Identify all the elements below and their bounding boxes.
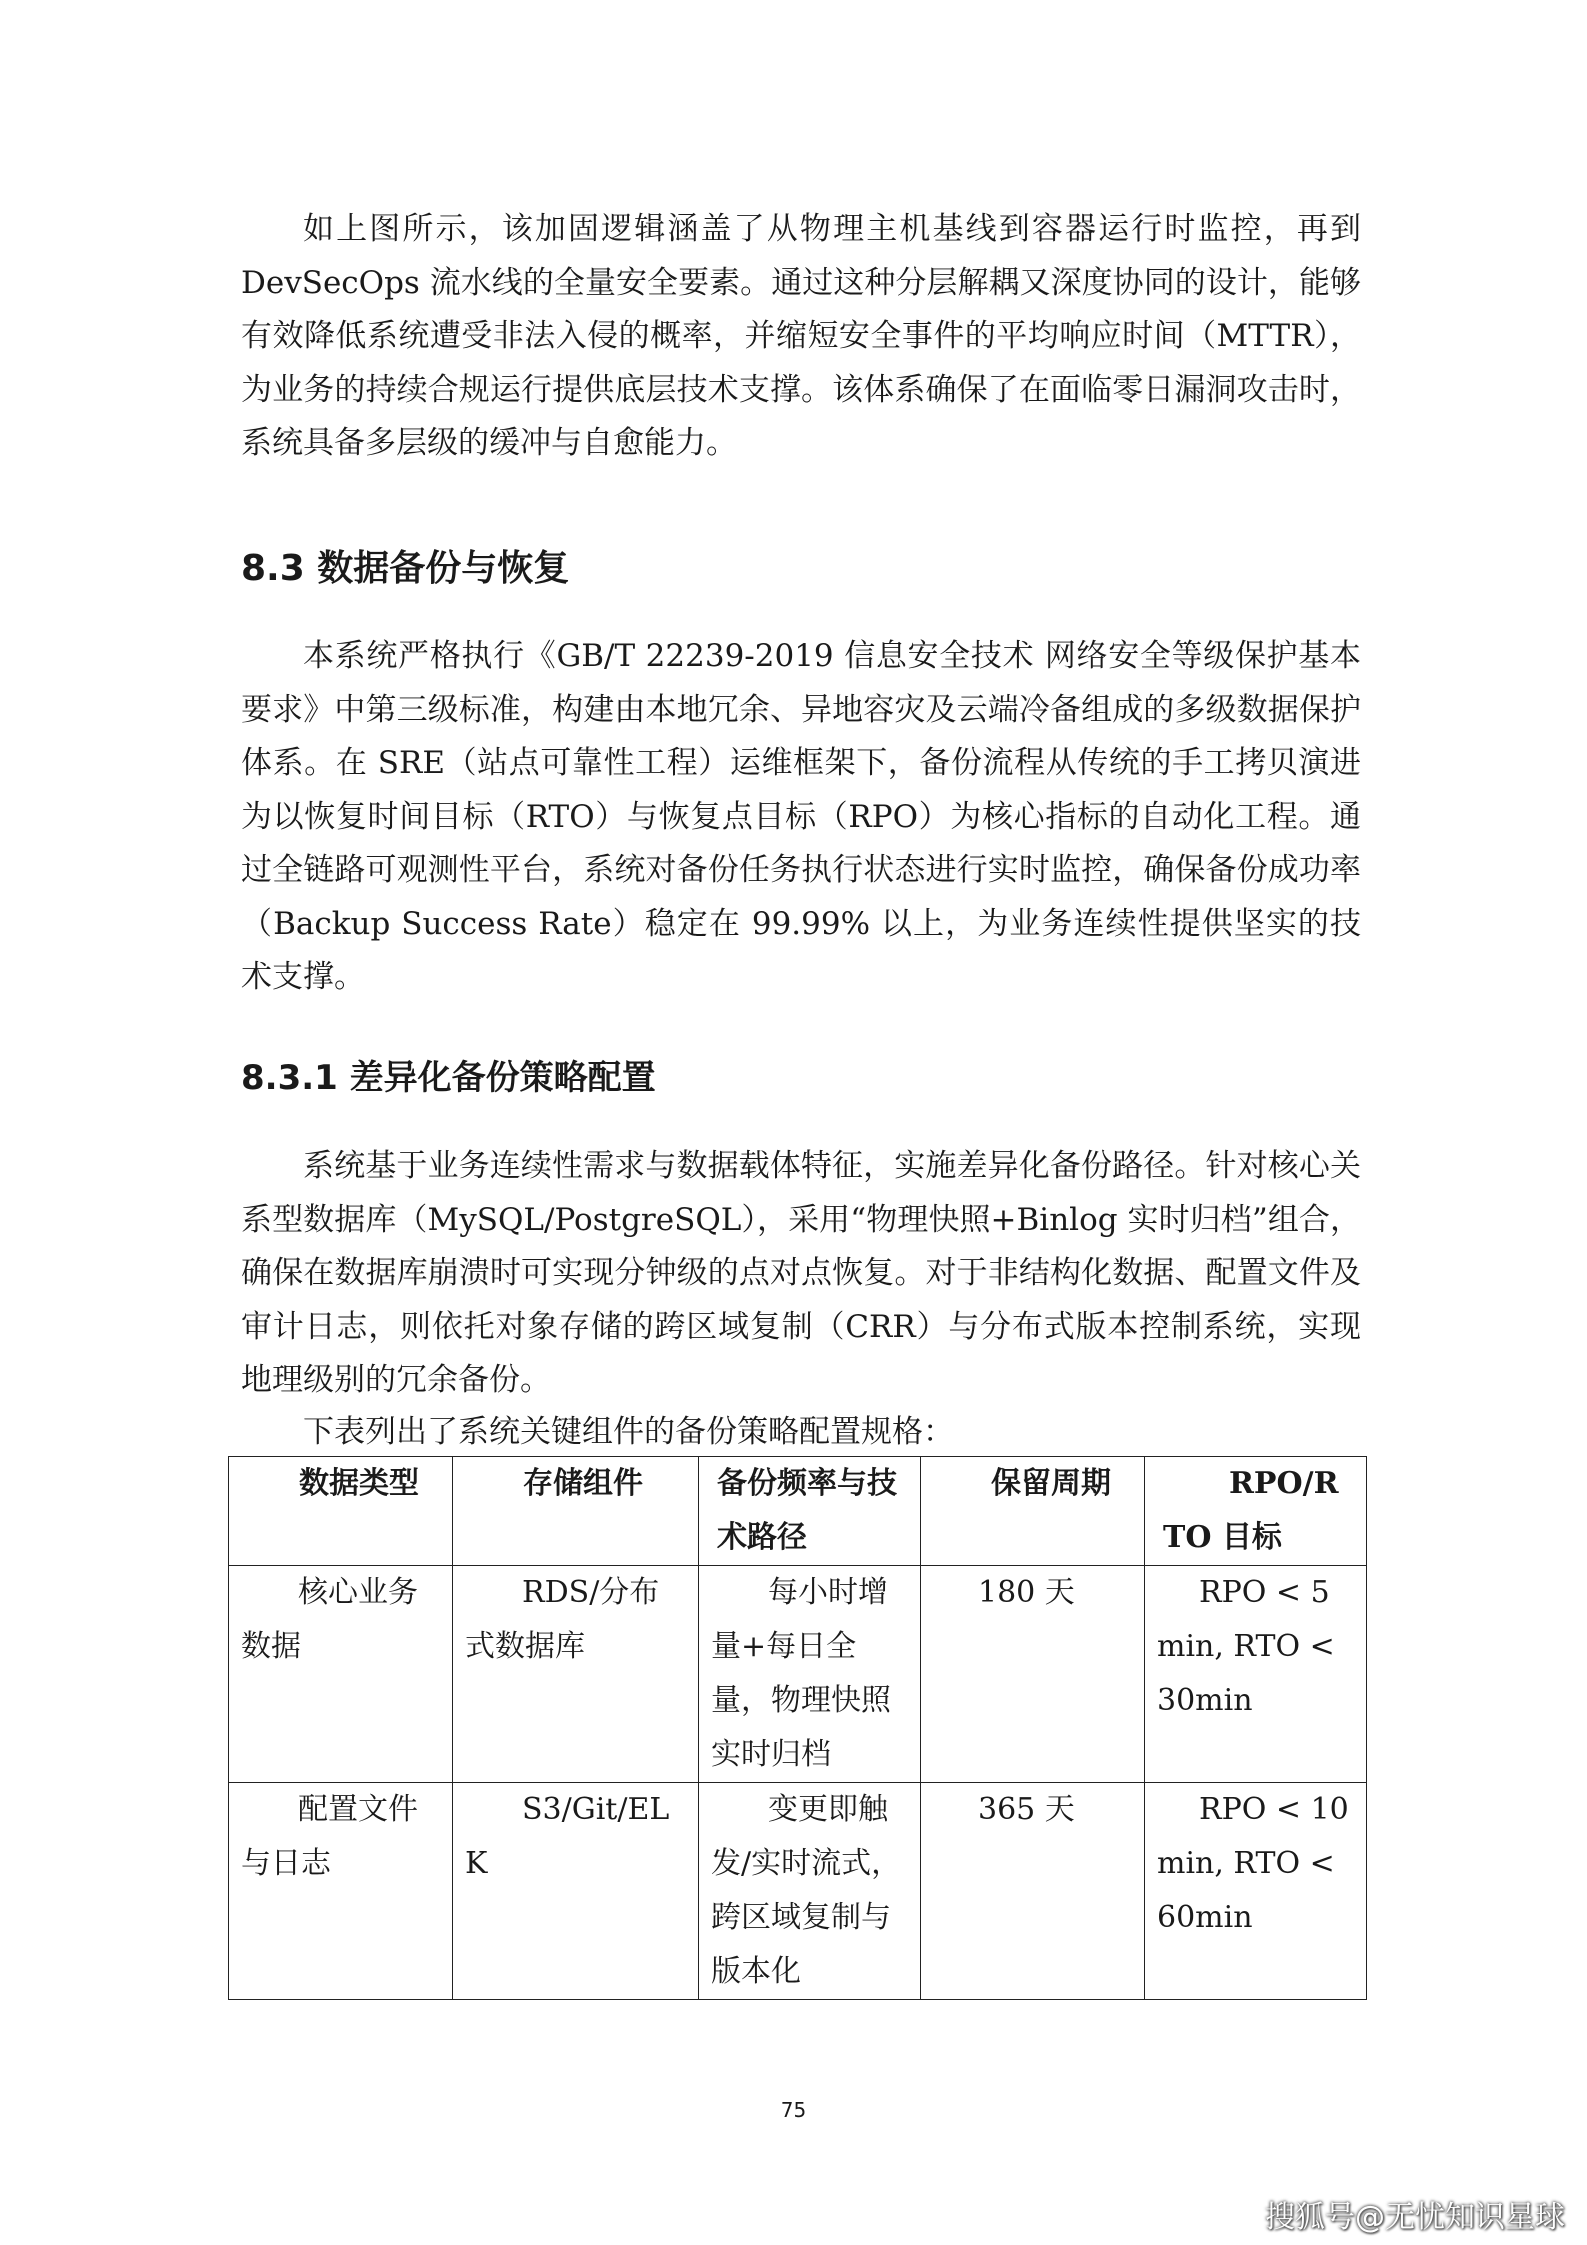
cell-frequency: 变更即触发/实时流式，跨区域复制与版本化 bbox=[699, 1783, 921, 2000]
table-row bbox=[229, 1566, 1367, 1783]
section-heading: 8.3 数据备份与恢复 bbox=[241, 548, 570, 589]
watermark: 搜狐号@无忧知识星球 bbox=[1265, 2200, 1565, 2235]
intro-paragraph: 如上图所示，该加固逻辑涵盖了从物理主机基线到容器运行时监控，再到 DevSecOps 流水线的全量安全要素。通过这种分层解耦又深度协同的设计，能够有效降低系统遭受非法入侵的概率，并缩短安全事件的平均响应时间（MTTR），为业务的持续合规运行提供底层技术支撑。该体系确保了在面临零日漏洞攻击时，系统具备多层级的缓冲与自愈能力。 bbox=[241, 211, 1361, 461]
cell-target: RPO < 10min, RTO < 60min bbox=[1145, 1783, 1367, 2000]
header-target: RPO/RTO 目标 bbox=[1145, 1457, 1367, 1566]
subsection-heading: 8.3.1 差异化备份策略配置 bbox=[241, 1058, 656, 1098]
cell-data-type: 核心业务数据 bbox=[229, 1566, 453, 1783]
table-caption: 下表列出了系统关键组件的备份策略配置规格： bbox=[303, 1414, 954, 1450]
cell-storage: RDS/分布式数据库 bbox=[453, 1566, 699, 1783]
cell-retention: 180 天 bbox=[921, 1566, 1145, 1783]
header-frequency: 备份频率与技术路径 bbox=[699, 1457, 921, 1566]
backup-policy-table bbox=[228, 1456, 1367, 2000]
page-number: 75 bbox=[780, 2098, 807, 2122]
cell-frequency: 每小时增量+每日全量，物理快照实时归档 bbox=[699, 1566, 921, 1783]
header-data-type: 数据类型 bbox=[229, 1457, 453, 1566]
table-header-row bbox=[229, 1457, 1367, 1566]
cell-data-type: 配置文件与日志 bbox=[229, 1783, 453, 2000]
header-retention: 保留周期 bbox=[921, 1457, 1145, 1566]
cell-target: RPO < 5min, RTO < 30min bbox=[1145, 1566, 1367, 1783]
cell-storage: S3/Git/ELK bbox=[453, 1783, 699, 2000]
subsection-paragraph: 系统基于业务连续性需求与数据载体特征，实施差异化备份路径。针对核心关系型数据库（MySQL/PostgreSQL），采用“物理快照+Binlog 实时归档”组合，确保在数据库崩溃时可实现分钟级的点对点恢复。对于非结构化数据、配置文件及审计日志，则依托对象存储的跨区域复制（CRR）与分布式版本控制系统，实现地理级别的冗余备份。 bbox=[241, 1148, 1361, 1398]
section-paragraph: 本系统严格执行《GB/T 22239-2019 信息安全技术 网络安全等级保护基本要求》中第三级标准，构建由本地冗余、异地容灾及云端冷备组成的多级数据保护体系。在 SRE（站点可靠性工程）运维框架下，备份流程从传统的手工拷贝演进为以恢复时间目标（RTO）与恢复点目标（RPO）为核心指标的自动化工程。通过全链路可观测性平台，系统对备份任务执行状态进行实时监控，确保备份成功率（Backup Success Rate）稳定在 99.99% 以上，为业务连续性提供坚实的技术支撑。 bbox=[241, 638, 1361, 995]
cell-retention: 365 天 bbox=[921, 1783, 1145, 2000]
table-row bbox=[229, 1783, 1367, 2000]
header-storage: 存储组件 bbox=[453, 1457, 699, 1566]
